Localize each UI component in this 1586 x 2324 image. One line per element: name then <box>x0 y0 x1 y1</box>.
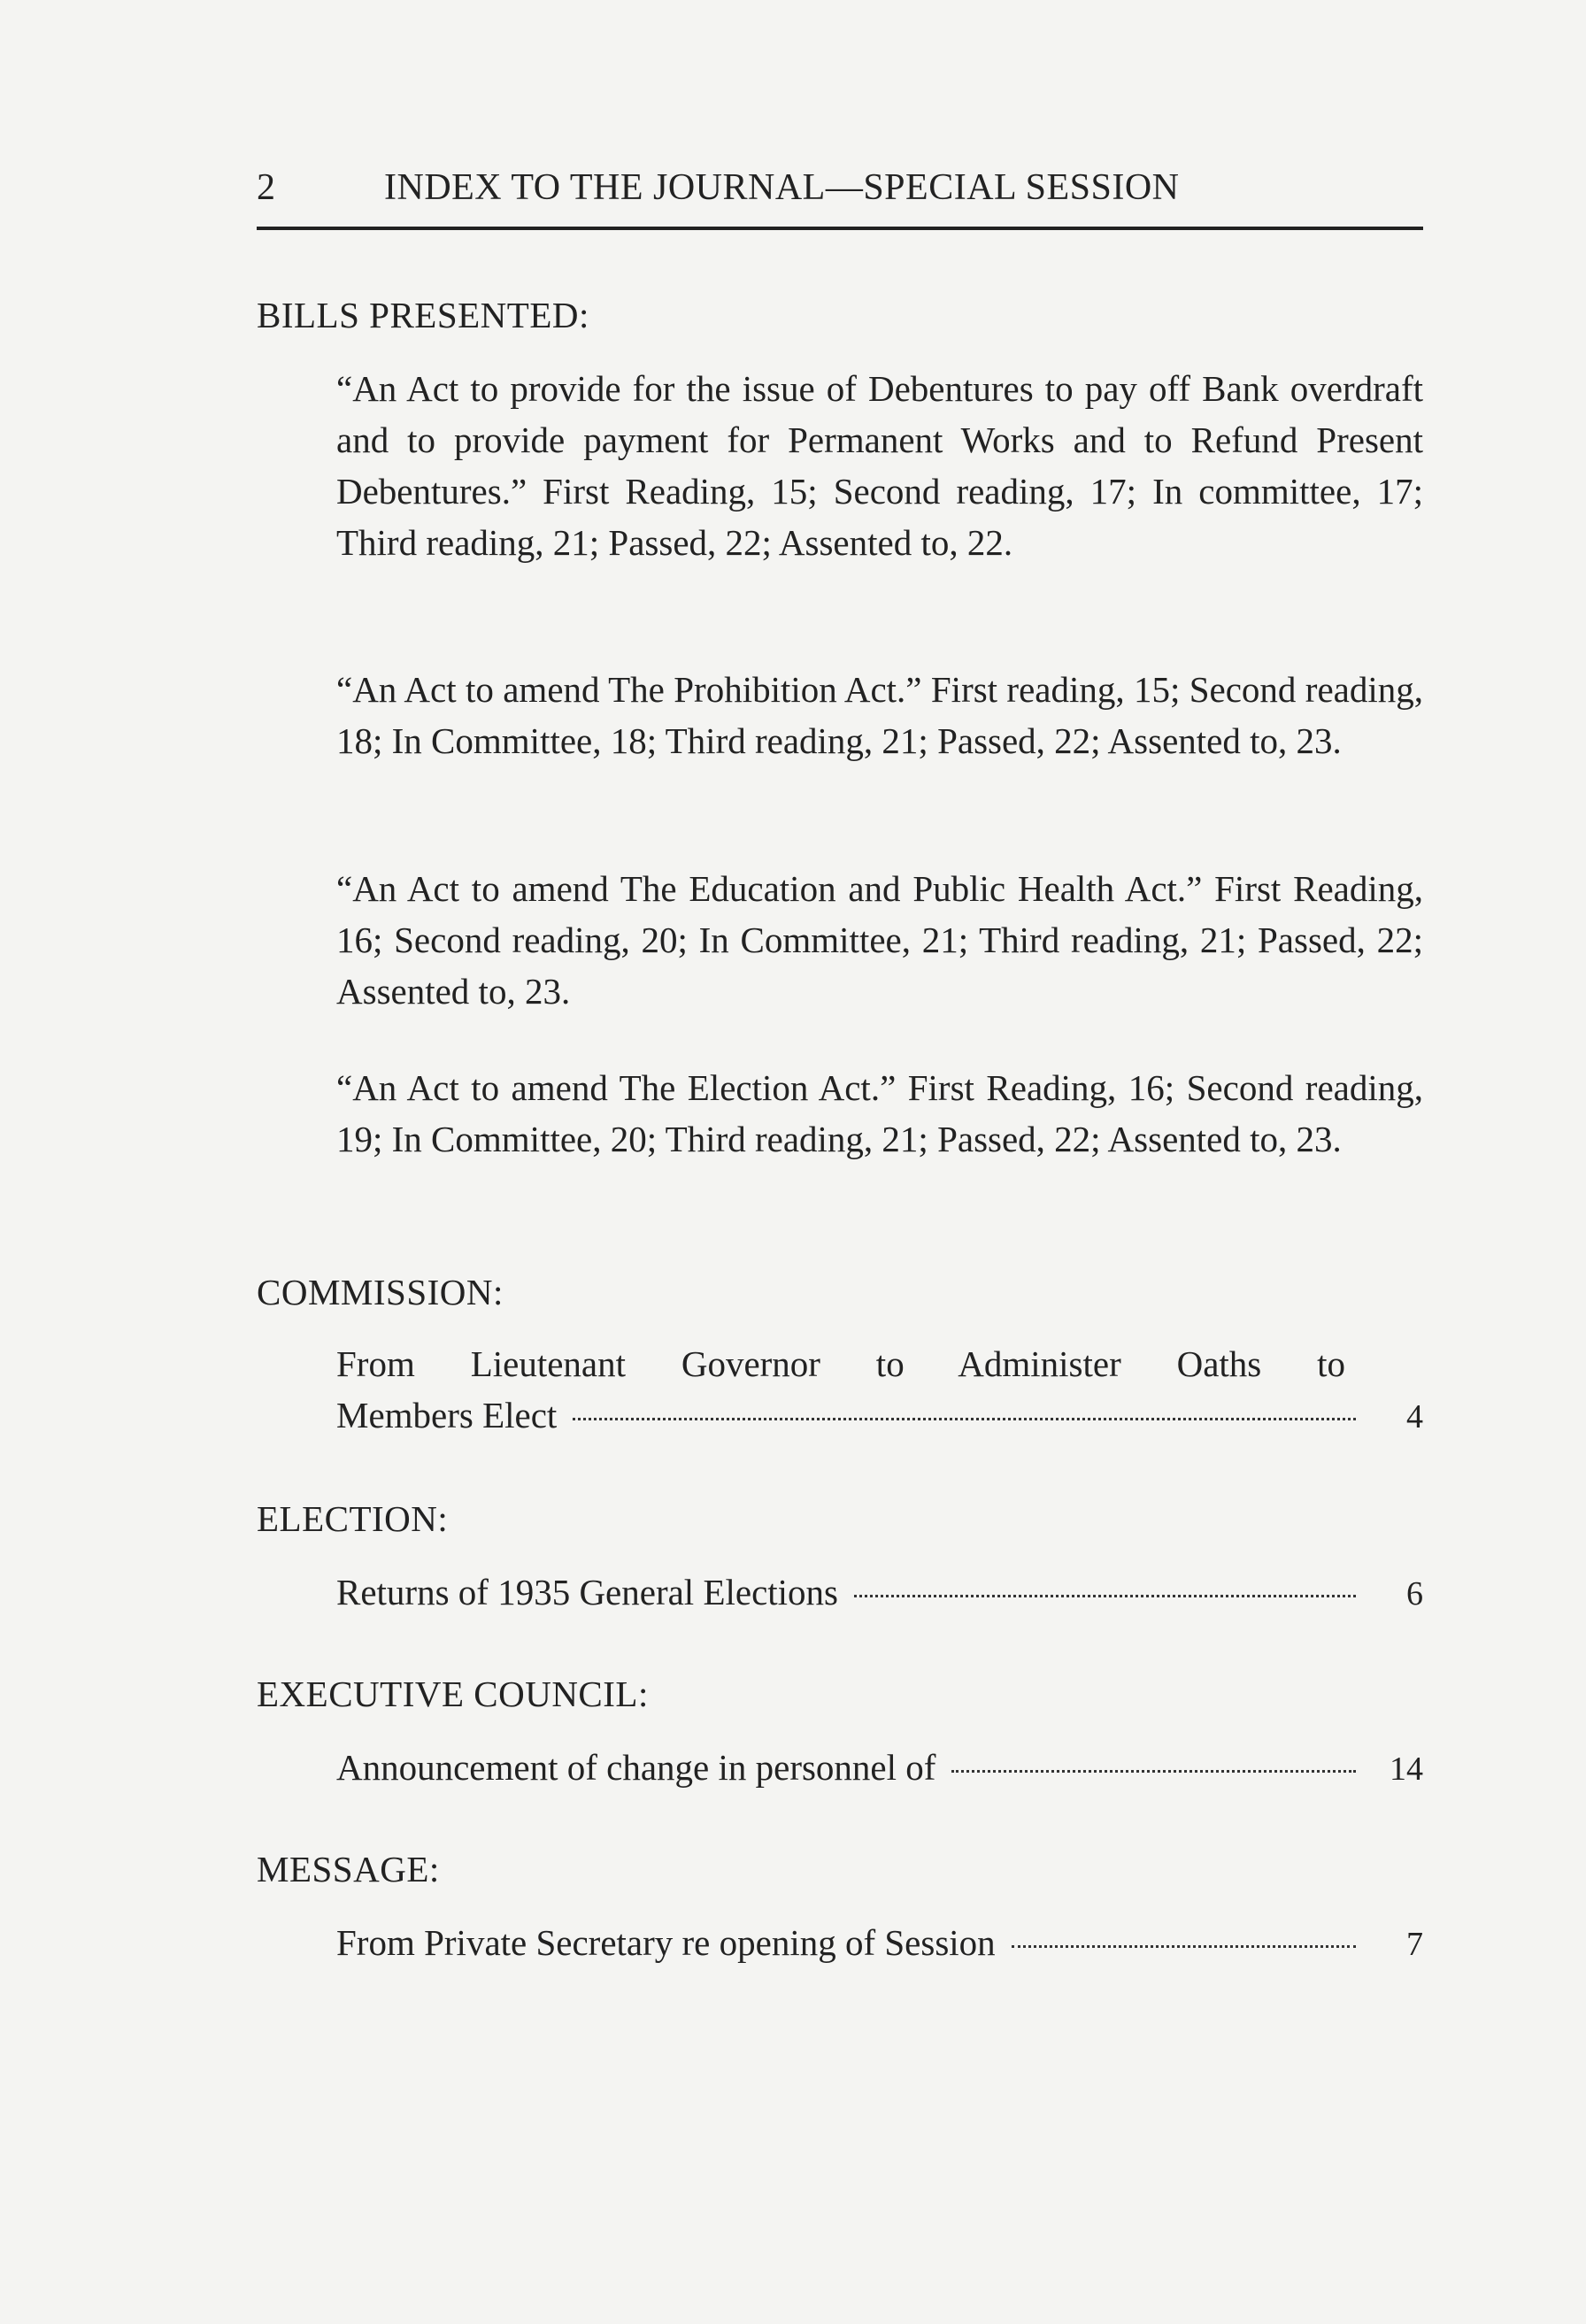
bill-entry-election-act: “An Act to amend The Election Act.” First Reading, 16; Second reading, 19; In Committee, 20; Third reading, 21; Passed, 22; Assented to, 23. <box>336 1067 1423 1159</box>
commission-entry-line1: From Lieutenant Governor to Administer Oaths to <box>336 1343 1345 1384</box>
election-page-ref: 6 <box>1406 1575 1423 1612</box>
commission-entry-text: Members Elect <box>336 1395 558 1435</box>
election-entry-text: Returns of 1935 General Elections <box>336 1572 839 1612</box>
executive-council-entry-text: Announcement of change in personnel of <box>336 1747 936 1788</box>
message-entry-text: From Private Secretary re opening of Session <box>336 1922 996 1963</box>
bill-entry-debentures: “An Act to provide for the issue of Debentures to pay off Bank overdraft and to provide payment for Permanent Works and to Refund Present Debentures.” First Reading, 15; Second reading, 17; In committee, 17; Third reading, 21; Passed, 22; Assented to, 22. <box>336 368 1423 563</box>
dot-leader <box>1012 1945 1356 1948</box>
executive-council-entry <box>336 1742 1423 1795</box>
header-rule <box>257 227 1423 230</box>
section-heading-executive-council: EXECUTIVE COUNCIL: <box>257 1674 649 1714</box>
election-entry <box>336 1566 1423 1620</box>
page-title: INDEX TO THE JOURNAL—SPECIAL SESSION <box>384 167 1180 208</box>
section-heading-message: MESSAGE: <box>257 1849 440 1889</box>
commission-page-ref: 4 <box>1406 1398 1423 1435</box>
commission-entry-line2 <box>336 1389 1423 1443</box>
executive-council-entry-line <box>336 1742 1423 1795</box>
executive-council-page-ref: 14 <box>1390 1751 1423 1788</box>
message-page-ref: 7 <box>1406 1926 1423 1963</box>
message-entry <box>336 1917 1423 1970</box>
section-heading-bills-presented: BILLS PRESENTED: <box>257 295 589 335</box>
dot-leader <box>573 1418 1356 1420</box>
commission-entry <box>336 1338 1423 1443</box>
page-number: 2 <box>257 167 276 208</box>
message-entry-line <box>336 1917 1423 1970</box>
section-heading-commission: COMMISSION: <box>257 1272 504 1312</box>
election-entry-line <box>336 1566 1423 1620</box>
bill-entry-education-health-act: “An Act to amend The Education and Public Health Act.” First Reading, 16; Second reading, 20; In Committee, 21; Third reading, 21; Passed, 22; Assented to, 23. <box>336 868 1423 1012</box>
dot-leader <box>854 1595 1356 1597</box>
running-header <box>257 166 1423 219</box>
bill-entry-prohibition-act: “An Act to amend The Prohibition Act.” First reading, 15; Second reading, 18; In Committee, 18; Third reading, 21; Passed, 22; Assented to, 23. <box>336 669 1423 761</box>
section-heading-election: ELECTION: <box>257 1498 449 1539</box>
dot-leader <box>951 1770 1356 1773</box>
